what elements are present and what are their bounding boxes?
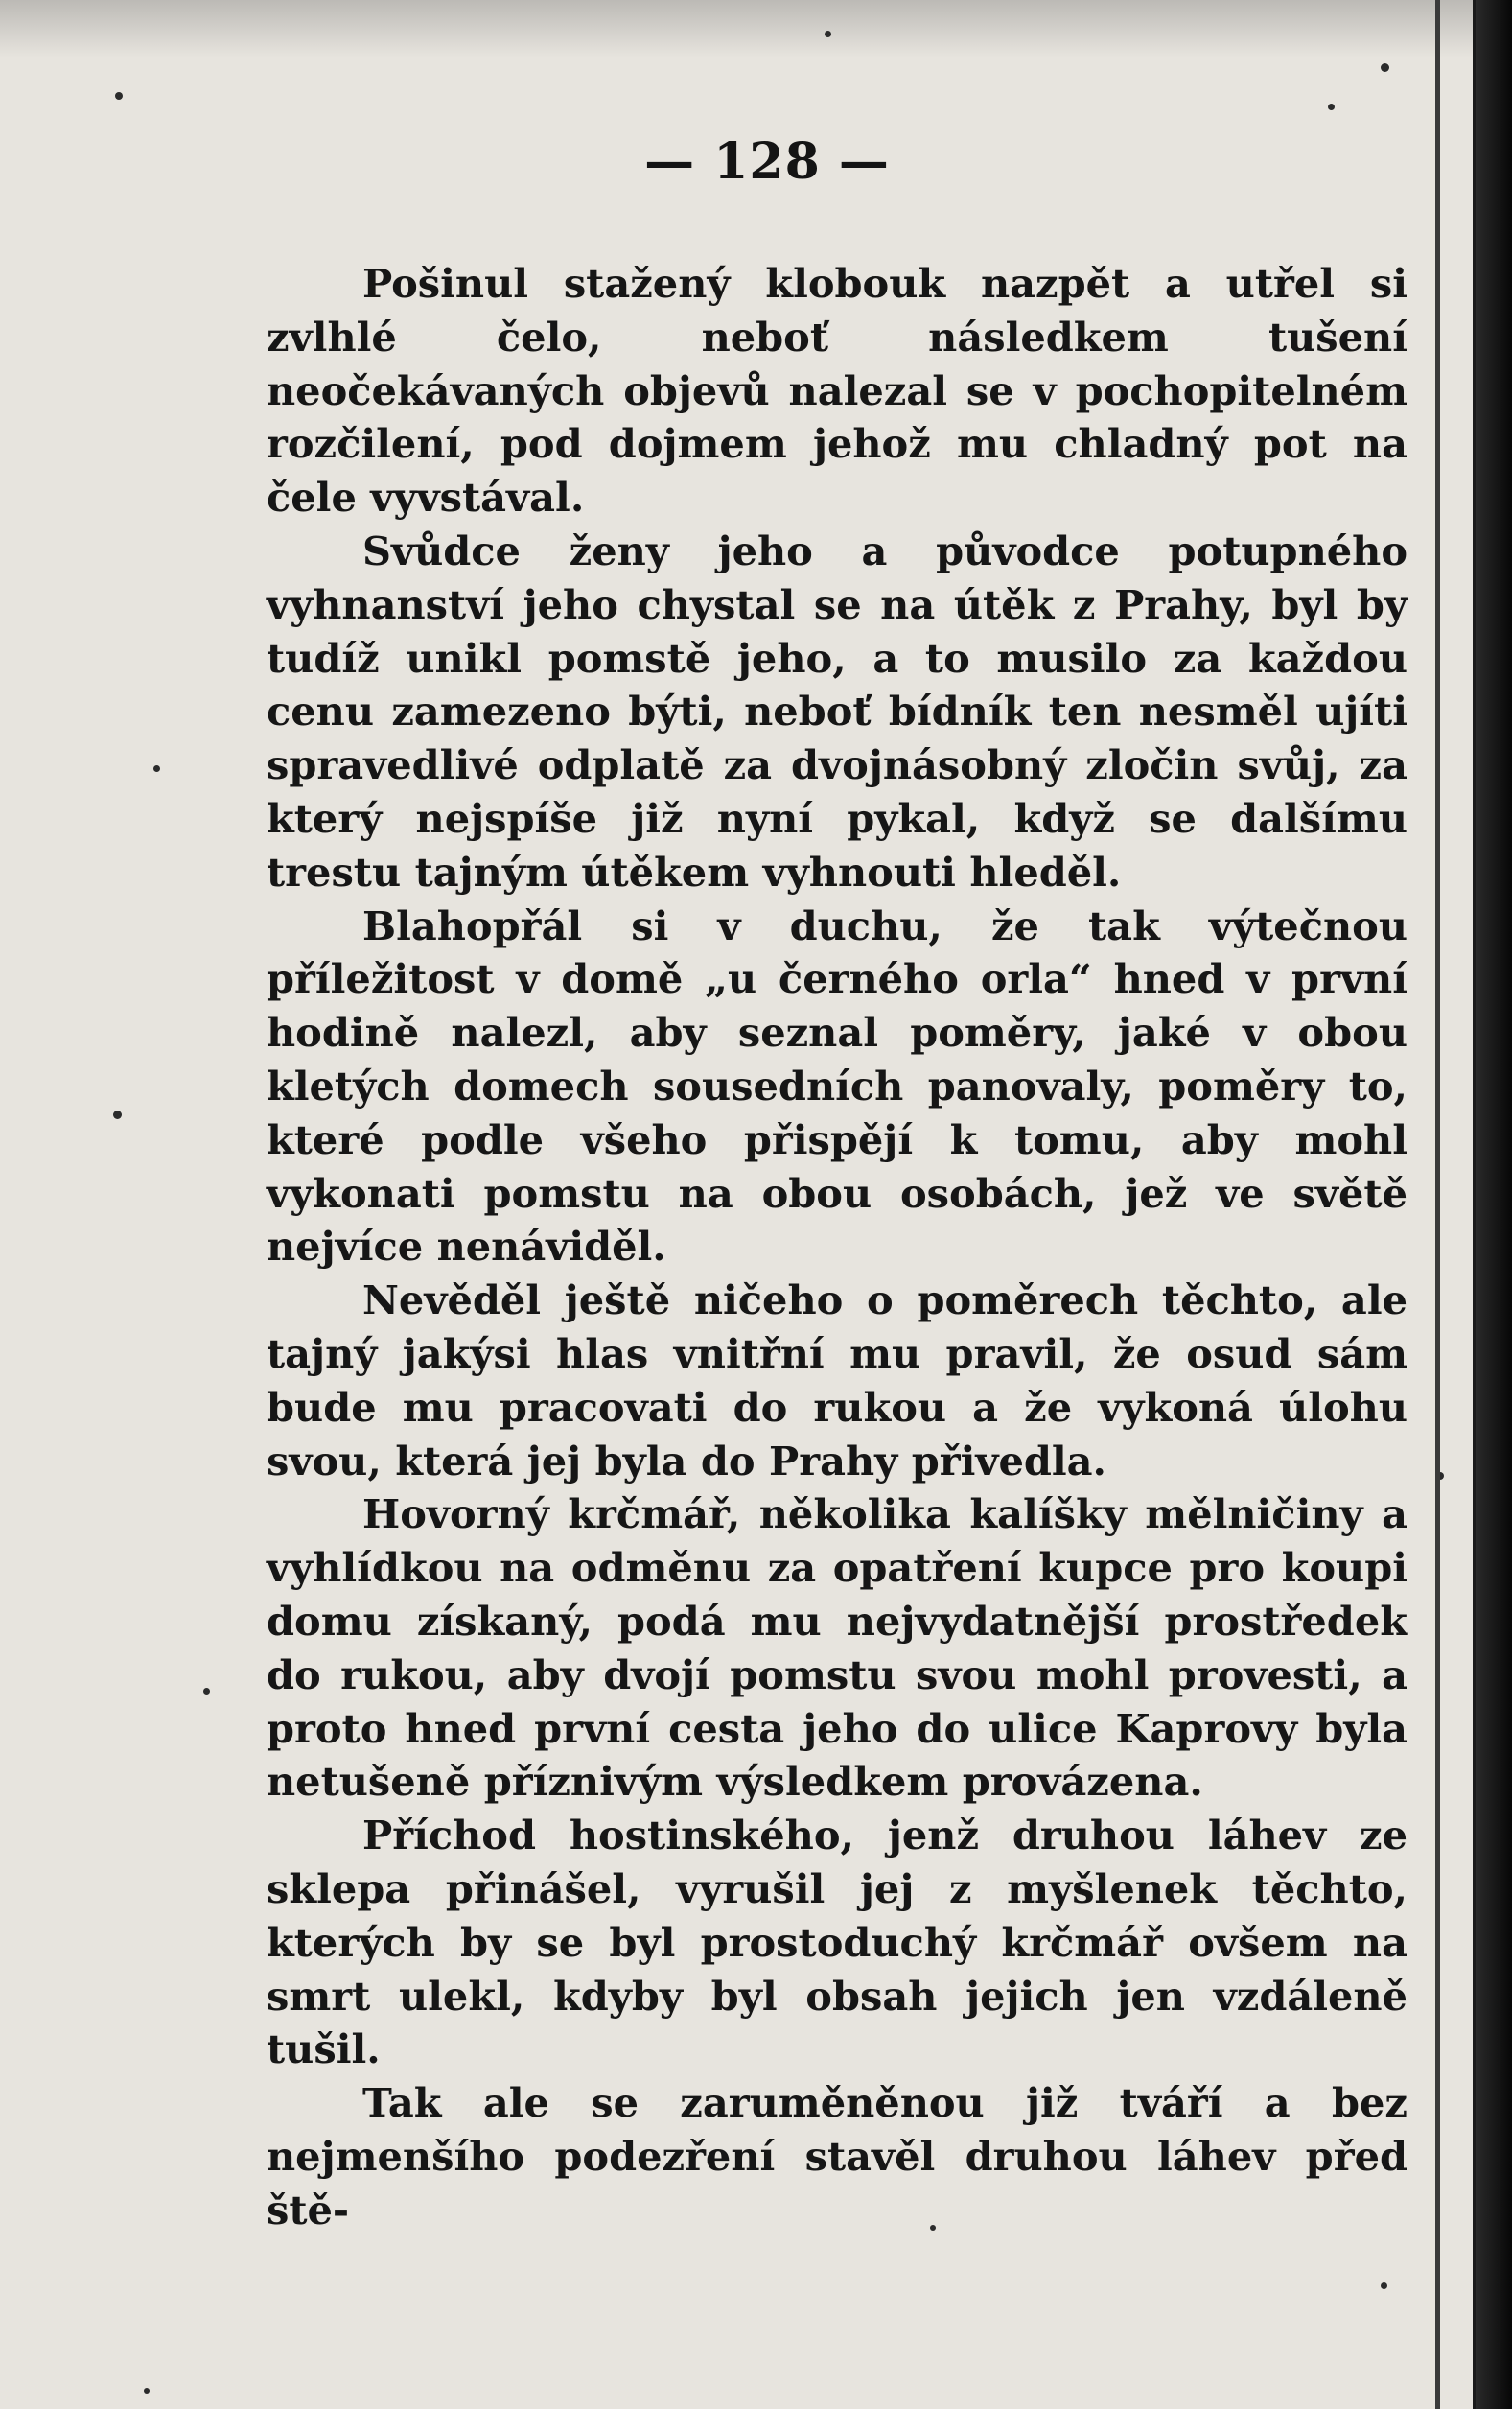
scan-speck xyxy=(115,92,123,100)
scan-speck xyxy=(153,765,160,772)
scan-speck xyxy=(1328,104,1335,110)
scan-top-shading xyxy=(0,0,1473,58)
paragraph-6: Příchod hostinského, jenž druhou láhev ze sklepa přinášel, vyrušil jej z myšlenek těchto, kterých by se byl prostoduchý krčmář ovšem na smrt ulekl, kdyby byl obsah jejich jen vzdáleně tušil. xyxy=(267,1812,1407,2073)
scan-speck xyxy=(113,1111,122,1119)
scan-speck xyxy=(1381,63,1389,72)
page-number: — 128 — xyxy=(644,132,890,191)
page-edge-line xyxy=(1435,0,1440,2409)
scan-speck xyxy=(930,2225,936,2231)
scan-speck xyxy=(203,1688,210,1695)
scan-speck xyxy=(1381,2282,1387,2289)
paragraph-1: Pošinul stažený klobouk nazpět a utřel si zvlhlé čelo, neboť následkem tušení neočekávaných objevů nalezal se v pochopitelném rozčilení, pod dojmem jehož mu chladný pot na čele vyvstával. xyxy=(267,260,1407,522)
paragraph-5: Hovorný krčmář, několika kalíšky mělničiny a vyhlídkou na odměnu za opatření kupce pro koupi domu získaný, podá mu nejvydatnější prostředek do rukou, aby dvojí pomstu svou mohl provesti, a proto hned první cesta jeho do ulice Kaprovy byla netušeně příznivým výsledkem provázena. xyxy=(267,1490,1407,1806)
scan-speck xyxy=(144,2388,150,2394)
paragraph-3: Blahopřál si v duchu, že tak výtečnou příležitost v domě „u černého orla“ hned v první hodině nalezl, aby seznal poměry, jaké v obou kletých domech sousedních panovaly, poměry to, které podle všeho přispějí k tomu, aby mohl vykonati pomstu na obou osobách, jež ve světě nejvíce nenáviděl. xyxy=(267,901,1407,1271)
body-text xyxy=(267,257,1407,2236)
paragraph-2: Svůdce ženy jeho a původce potupného vyhnanství jeho chystal se na útěk z Prahy, byl by tudíž unikl pomstě jeho, a to musilo za každou cenu zamezeno býti, neboť bídník ten nesměl ujíti spravedlivé odplatě za dvojnásobný zločin svůj, za který nejspíše již nyní pykal, když se dalšímu trestu tajným útěkem vyhnouti hleděl. xyxy=(267,526,1407,896)
paragraph-4: Nevěděl ještě ničeho o poměrech těchto, ale tajný jakýsi hlas vnitřní mu pravil, že osud sám bude mu pracovati do rukou a že vykoná úlohu svou, která jej byla do Prahy přivedla. xyxy=(267,1276,1407,1485)
dark-margin-strip xyxy=(1476,0,1512,2409)
scan-speck xyxy=(825,31,831,37)
paragraph-7: Tak ale se zaruměněnou již tváří a bez nejmenšího podezření stavěl druhou láhev před ště- xyxy=(267,2079,1407,2234)
